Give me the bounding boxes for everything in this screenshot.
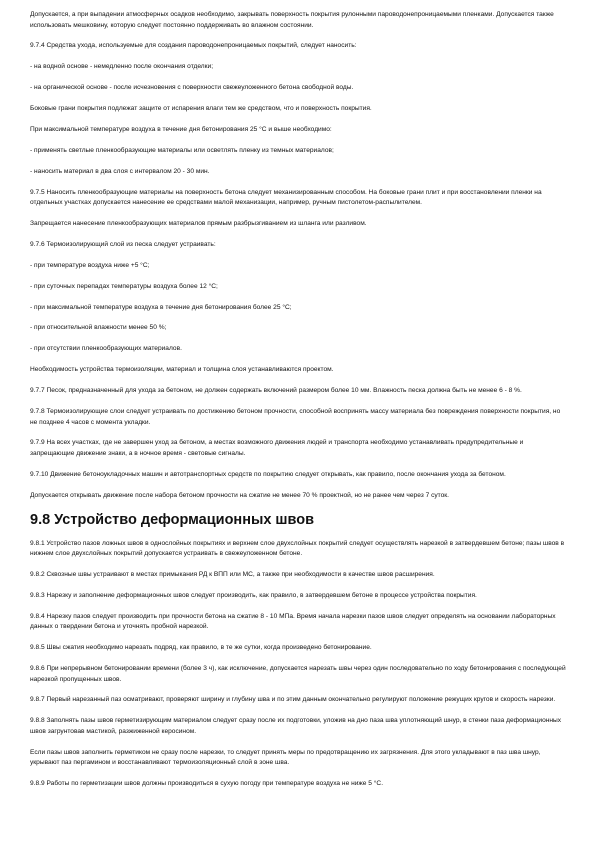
section-9-8-body <box>30 539 566 790</box>
body-paragraph: Необходимость устройства термоизоляции, материал и толщина слоя устанавливаются проектом. <box>30 366 334 374</box>
body-paragraph: Если пазы швов заполнить герметиком не сразу после нарезки, то следует принять меры по предотвращению их загрязнения. Для этого укладывают в паз шва шнур, укрывают паз пергамином и восстанавливают термоизоляционный слой в зоне шва. <box>30 748 541 767</box>
body-paragraph: 9.8.4 Нарезку пазов следует производить при прочности бетона на сжатие 8 - 10 МПа. Время начала нарезки пазов швов следует определять на основании лабораторных данных о твердении бетона и уточнять пробной нарезкой. <box>30 612 556 631</box>
body-paragraph: - применять светлые пленкообразующие материалы или осветлять пленку из темных материалов; <box>30 146 334 154</box>
body-paragraph: 9.8.2 Сквозные швы устраивают в местах примыкания РД к ВПП или МС, а также при необходимости в качестве швов расширения. <box>30 570 435 578</box>
body-paragraph: 9.8.7 Первый нарезанный паз осматривают, проверяют ширину и глубину шва и по этим данным окончательно регулируют положение режущих кругов и скорость нарезки. <box>30 696 556 704</box>
document-page <box>30 10 566 800</box>
body-paragraph: Допускается открывать движение после набора бетоном прочности на сжатие не менее 70 % проектной, но не ранее чем через 7 суток. <box>30 491 449 499</box>
body-paragraph: 9.7.6 Термоизолирующий слой из песка следует устраивать: <box>30 240 216 248</box>
section-heading: 9.8 Устройство деформационных швов <box>30 511 315 528</box>
body-paragraph: - на органической основе - после исчезновения с поверхности свежеуложенного бетона свободной воды. <box>30 84 354 92</box>
body-paragraph: 9.7.5 Наносить пленкообразующие материалы на поверхность бетона следует механизированным способом. На боковые грани плит и при восстановлении пленки на отдельных участках допускается нанесение ее средствами малой механизации, например, ручным пистолетом-распылителем. <box>30 188 542 207</box>
body-paragraph: - наносить материал в два слоя с интервалом 20 - 30 мин. <box>30 167 210 175</box>
body-paragraph: При максимальной температуре воздуха в течение дня бетонирования 25 °С и выше необходимо: <box>30 125 332 133</box>
body-paragraph: - при относительной влажности менее 50 %; <box>30 324 167 332</box>
section-9-7-continuation <box>30 10 566 501</box>
body-paragraph: - при суточных перепадах температуры воздуха более 12 °С; <box>30 282 218 290</box>
body-paragraph: Боковые грани покрытия подлежат защите от испарения влаги тем же средством, что и поверхность покрытия. <box>30 105 372 113</box>
body-paragraph: - при температуре воздуха ниже +5 °С; <box>30 261 150 269</box>
body-paragraph: - при отсутствии пленкообразующих материалов. <box>30 345 182 353</box>
body-paragraph: 9.8.6 При непрерывном бетонировании времени (более 3 ч), как исключение, допускается нарезать швы через один последовательно по ходу бетонирования с последующей нарезкой пропущенных швов. <box>30 665 566 683</box>
body-paragraph: Запрещается нанесение пленкообразующих материалов прямым разбрызгиванием из шланга или разливом. <box>30 220 367 228</box>
body-paragraph: 9.8.3 Нарезку и заполнение деформационных швов следует производить, как правило, в затвердевшем бетоне в процессе устройства покрытия. <box>30 591 477 599</box>
body-paragraph: - на водной основе - немедленно после окончания отделки; <box>30 63 214 71</box>
body-paragraph: 9.7.9 На всех участках, где не завершен уход за бетоном, а местах возможного движения людей и транспорта необходимо устанавливать предупредительные и запрещающие движение знаки, а в ночное время - световые сигналы. <box>30 439 524 457</box>
body-paragraph: 9.7.7 Песок, предназначенный для ухода за бетоном, не должен содержать включений размером более 10 мм. Влажность песка должна быть не менее 6 - 8 %. <box>30 387 522 395</box>
body-paragraph: 9.8.5 Швы сжатия необходимо нарезать подряд, как правило, в те же сутки, когда произведено бетонирование. <box>30 644 372 652</box>
body-paragraph: 9.8.1 Устройство пазов ложных швов в однослойных покрытиях и верхнем слое двухслойных покрытий следует осуществлять нарезкой в затвердевшем бетоне; пазы швов в нижнем слое двухслойных покрытий допускается устраивать в свежеуложенном бетоне. <box>30 539 565 558</box>
body-paragraph: 9.8.8 Заполнять пазы швов герметизирующим материалом следует сразу после их подготовки, уложив на дно паза шва уплотняющий шнур, в стенки паза деформационных швов загрунтовав мастикой, разжиженной керосином. <box>30 717 562 735</box>
body-paragraph: 9.8.9 Работы по герметизации швов должны производиться в сухую погоду при температуре воздуха не ниже 5 °С. <box>30 780 384 788</box>
body-paragraph: 9.7.10 Движение бетоноукладочных машин и автотранспортных средств по покрытию следует открывать, как правило, после окончания ухода за бетоном. <box>30 470 506 478</box>
body-paragraph: 9.7.4 Средства ухода, используемые для создания пароводонепроницаемых покрытий, следует наносить: <box>30 42 357 50</box>
body-paragraph: - при максимальной температуре воздуха в течение дня бетонирования более 25 °С; <box>30 303 292 311</box>
body-paragraph: 9.7.8 Термоизолирующие слои следует устраивать по достижению бетоном прочности, способной воспринять массу материала без повреждения поверхности покрытия, но не позднее 4 часов с момента укладки. <box>30 408 561 426</box>
body-paragraph: Допускается, а при выпадении атмосферных осадков необходимо, закрывать поверхность покрытия рулонными пароводонепроницаемыми пленками. Допускается также использовать мешковину, которую следует постоянно поддерживать во влажном состоянии. <box>30 11 554 29</box>
